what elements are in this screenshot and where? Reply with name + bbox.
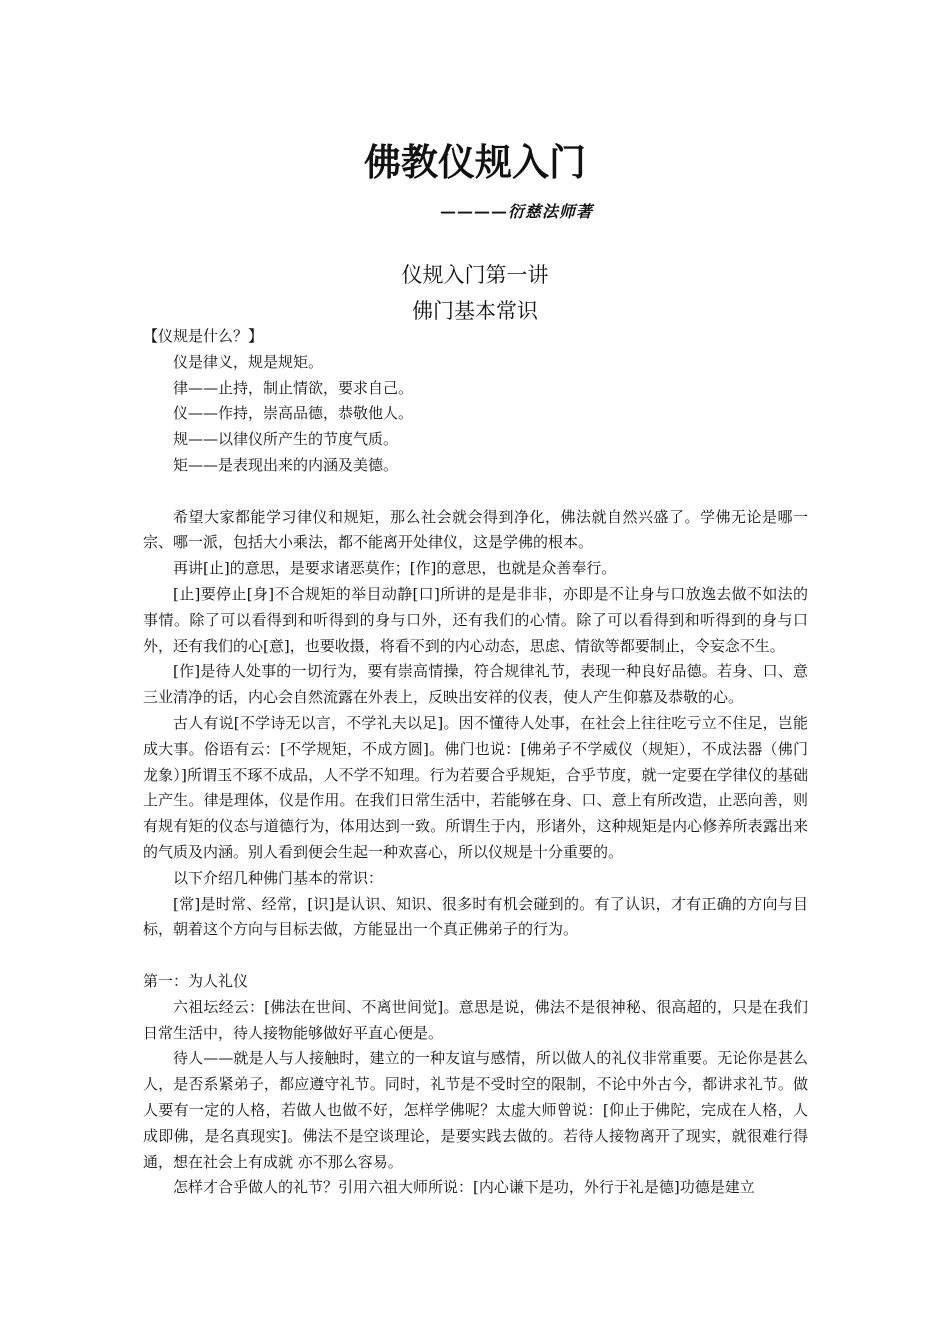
document-body [143,324,808,1201]
definition-line: 矩——是表现出来的内涵及美德。 [173,455,399,474]
body-paragraph: 怎样才合乎做人的礼节？引用六祖大师所说：[内心谦下是功，外行于礼是德]功德是建立 [173,1178,755,1197]
body-paragraph: [作]是待人处事的一切行为，要有崇高情操，符合规律礼节，表现一种良好品德。若身、口、意三业清净的话，内心会自然流露在外表上，反映出安祥的仪表，使人产生仰慕及恭敬的心。 [143,662,808,707]
body-paragraph: [常]是时常、经常，[识]是认识、知识、很多时有机会碰到的。有了认识，才有正确的方向与目标，朝着这个方向与目标去做，方能显出一个真正佛弟子的行为。 [143,894,808,939]
document-title: 佛教仪规入门 [364,141,586,184]
body-paragraph: 六祖坛经云：[佛法在世间、不离世间觉]。意思是说，佛法不是很神秘、很高超的，只是在我们日常生活中，待人接物能够做好平直心便是。 [143,997,808,1042]
paragraph-spacer [143,479,808,505]
paragraph-spacer [143,943,808,969]
body-paragraph: 古人有说[不学诗无以言，不学礼夫以足]。因不懂待人处事，在社会上往往吃亏立不住足，岂能成大事。俗语有云：[不学规矩，不成方圆]。佛门也说：[佛弟子不学威仪（规矩），不成法器（佛门龙象）]所谓玉不琢不成品，人不学不知理。行为若要合乎规矩，合乎节度，就一定要在学律仪的基础上产生。律是理体，仪是作用。在我们日常生活中，若能够在身、口、意上有所改造，止恶向善，则有规有矩的仪态与道德行为，体用达到一致。所谓生于内，形诸外，这种规矩是内心修养所表露出来的气质及内涵。别人看到便会生起一种欢喜心，所以仪规是十分重要的。 [143,713,808,861]
body-paragraph: [止]要停止[身]不合规矩的举目动静[口]所讲的是是非非，亦即是不让身与口放逸去做不如法的事情。除了可以看得到和听得到的身与口外，还有我们的心情。除了可以看得到和听得到的身与口外，还有我们的心[意]，也要收摄，将看不到的内心动态，思虑、情欲等都要制止，令妄念不生。 [143,584,808,655]
definition-line: 仪——作持，崇高品德，恭敬他人。 [173,404,414,423]
lecture-subtitle: 佛门基本常识 [412,299,538,323]
body-paragraph: 以下介绍几种佛门基本的常识： [173,868,384,887]
definition-line: 律——止持，制止情欲，要求自己。 [173,378,414,397]
definition-line: 规——以律仪所产生的节度气质。 [173,430,399,449]
section-heading: 第一：为人礼仪 [143,971,249,990]
author-line: ————衍慈法师著 [440,202,594,221]
definition-line: 仪是律义，规是规矩。 [173,352,324,371]
section-heading: 【仪规是什么？】 [143,327,264,345]
body-paragraph: 待人——就是人与人接触时，建立的一种友谊与感情，所以做人的礼仪非常重要。无论你是甚么人，是否系紧弟子，都应遵守礼节。同时，礼节是不受时空的限制，不论中外古今，都讲求礼节。做人要有一定的人格，若做人也做不好，怎样学佛呢？太虚大师曾说：[仰止于佛陀，完成在人格，人成即佛，是名真现实]。佛法不是空谈理论，是要实践去做的。若待人接物离开了现实，就很难行得通，想在社会上有成就 亦不那么容易。 [143,1049,808,1171]
body-paragraph: 再讲[止]的意思，是要求诸恶莫作；[作]的意思，也就是众善奉行。 [173,559,617,578]
body-paragraph: 希望大家都能学习律仪和规矩，那么社会就会得到净化，佛法就自然兴盛了。学佛无论是哪一宗、哪一派，包括大小乘法，都不能离开处律仪，这是学佛的根本。 [143,507,808,552]
lecture-title: 仪规入门第一讲 [401,263,549,287]
